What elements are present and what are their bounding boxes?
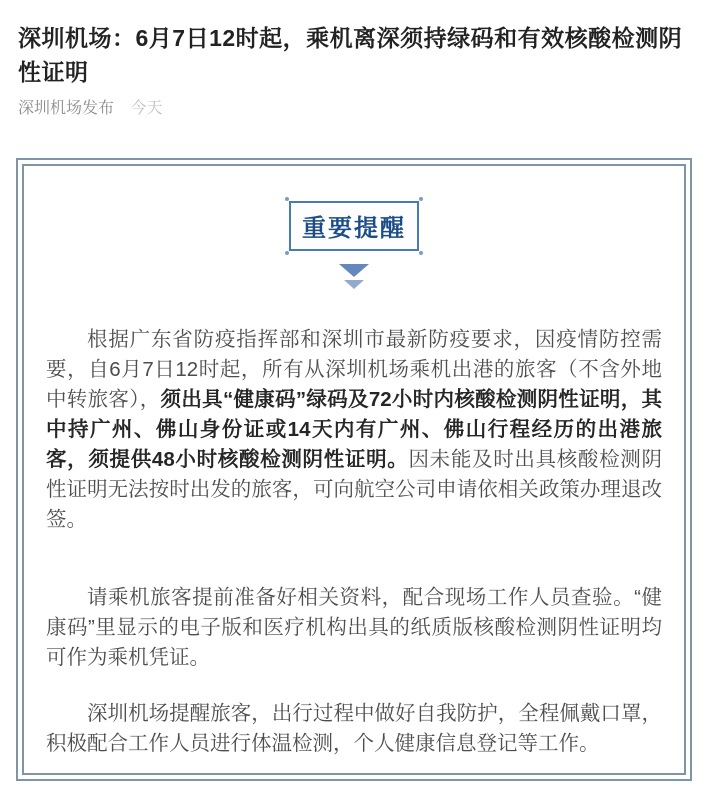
article-title: 深圳机场：6月7日12时起，乘机离深须持绿码和有效核酸检测阴性证明: [18, 25, 683, 85]
pin-dot-icon: [419, 251, 423, 255]
publish-date: 今天: [130, 100, 163, 117]
important-notice-badge: [289, 201, 419, 251]
paragraph-text: 因未能及时出具核酸检测阴性证明无法按时出发的旅客，可向航空公司申请依相关政策办理退改签。: [46, 448, 662, 531]
badge-label: 重要提醒: [302, 215, 406, 242]
byline: [18, 98, 690, 120]
notice-body: [46, 325, 662, 759]
paragraph-text: 根据广东省防疫指挥部和深圳市最新防疫要求，因疫情防控需要，自6月7日12时起，所有从深圳机场乘机出港的旅客（不含外地中转旅客），: [46, 328, 662, 411]
paragraph-text: 深圳机场提醒旅客，出行过程中做好自我防护，全程佩戴口罩，积极配合工作人员进行体温检测，个人健康信息登记等工作。: [46, 702, 662, 755]
notice-paragraph: [46, 699, 662, 759]
notice-box-inner: [22, 164, 686, 775]
paragraph-bold-text: 须出具“健康码”绿码及72小时内核酸检测阴性证明，其中持广州、佛山身份证或14天内有广州、佛山行程经历的出港旅客，须提供48小时核酸检测阴性证明。: [46, 388, 662, 471]
badge-container: [46, 201, 662, 251]
pin-dot-icon: [419, 197, 423, 201]
publisher-name[interactable]: 深圳机场发布: [18, 100, 115, 117]
notice-paragraph: [46, 325, 662, 535]
chevron-down-large: [339, 264, 369, 277]
pin-dot-icon: [285, 197, 289, 201]
double-chevron-down-icon: [46, 264, 662, 289]
chevron-down-small: [344, 280, 364, 289]
paragraph-text: 请乘机旅客提前准备好相关资料，配合现场工作人员查验。“健康码”里显示的电子版和医疗机构出具的纸质版核酸检测阴性证明均可作为乘机凭证。: [46, 586, 662, 669]
notice-paragraph: [46, 583, 662, 673]
pin-dot-icon: [285, 251, 289, 255]
notice-box: [16, 158, 692, 781]
